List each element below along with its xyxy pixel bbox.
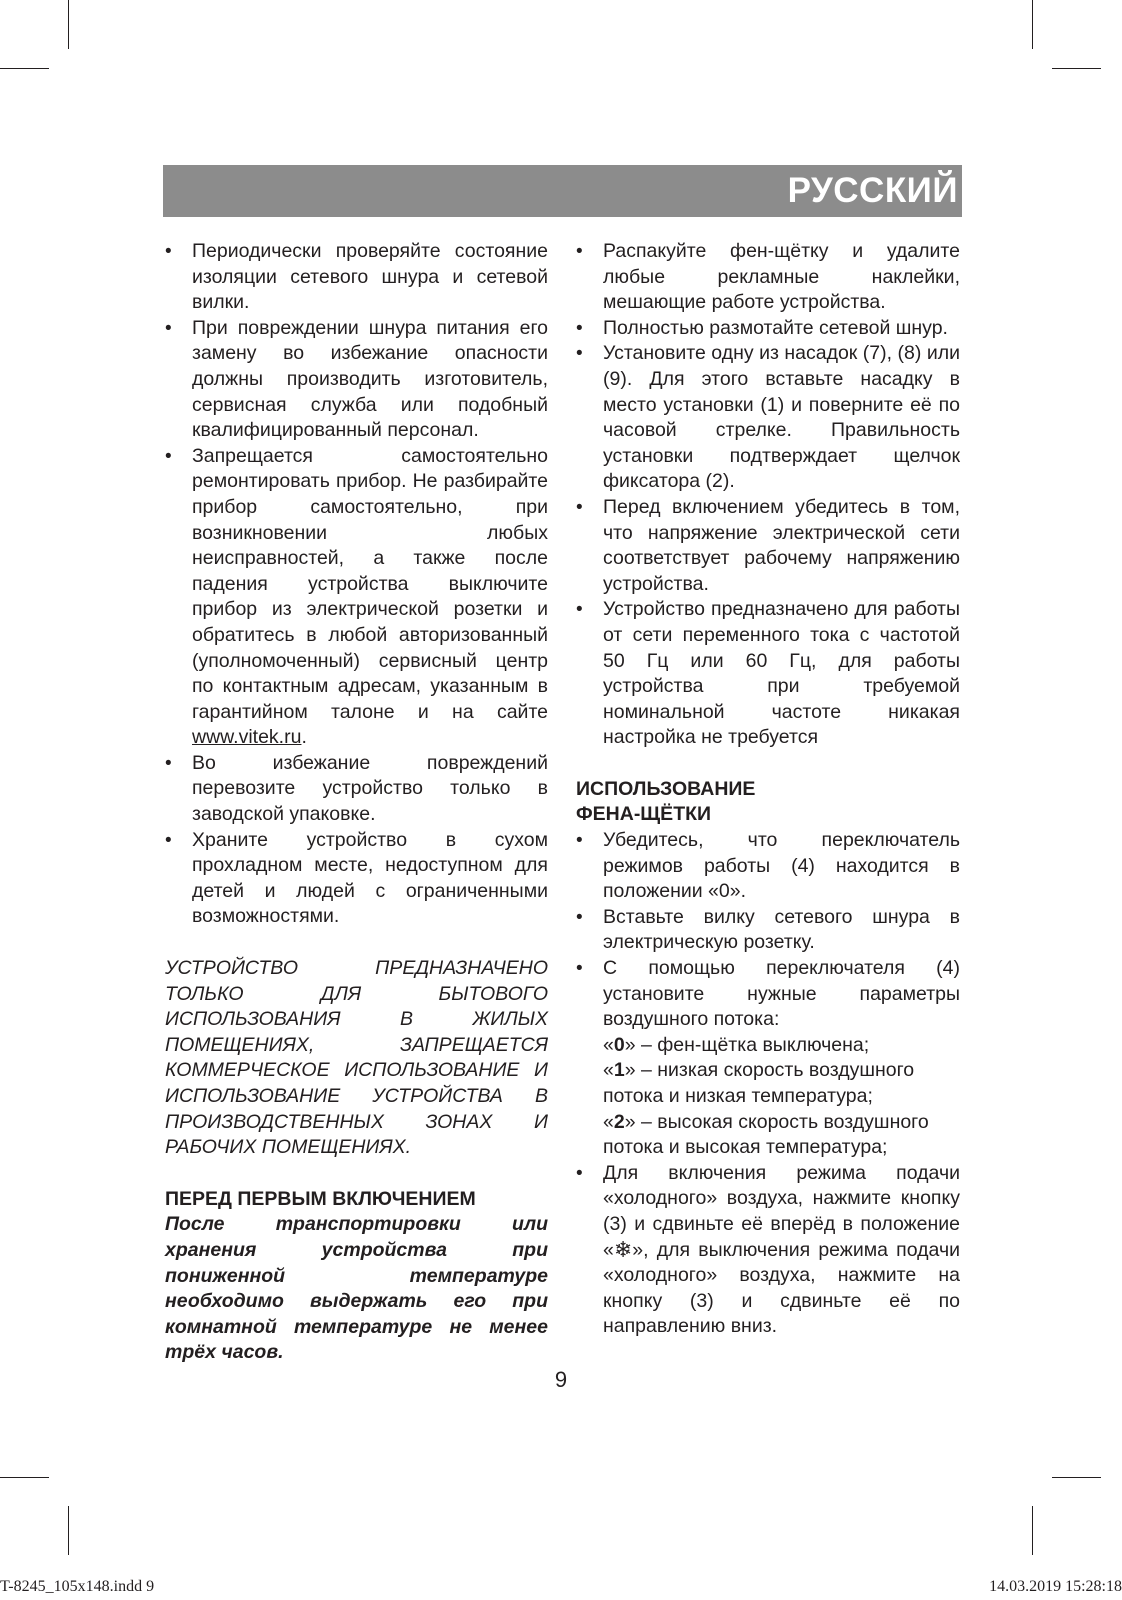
- mode-text: – высокая скорость воздушного потока и высокая температура;: [603, 1110, 929, 1159]
- list-item: [576, 1161, 960, 1340]
- snowflake-icon: ❄: [613, 1236, 633, 1262]
- language-label: РУССКИЙ: [787, 171, 958, 210]
- usage-title: ИСПОЛЬЗОВАНИЕ: [576, 777, 756, 800]
- crop-mark: [68, 1506, 69, 1555]
- mode-key: 1: [613, 1059, 625, 1082]
- file-slug: T-8245_105x148.indd 9: [0, 1578, 155, 1595]
- list-item: • При повреждении шнура питания его замену во избежание опасности должны производить изготовитель, сервисная служба или подобный квалифицированный персонал.: [165, 316, 548, 444]
- mode-key: 2: [613, 1110, 625, 1133]
- list-item: • Во избежание повреждений перевозите устройство только в заводской упаковке.: [165, 751, 548, 828]
- list-item: • Полностью размотайте сетевой шнур.: [576, 316, 960, 342]
- list-item: • Распакуйте фен-щётку и удалите любые рекламные наклейки, мешающие работе устройства.: [576, 239, 960, 316]
- mode-line: «2» – высокая скорость воздушного потока и высокая температура;: [603, 1110, 929, 1159]
- crop-mark: [1052, 68, 1101, 69]
- cold-air-list: [576, 1161, 960, 1340]
- mode-key: 0: [613, 1033, 625, 1056]
- cold-air-text-before: Для включения режима подачи «холодного» воздуха, нажмите кнопку (3) и сдвиньте её вперёд в положение «: [603, 1161, 960, 1261]
- mode-text: – фен-щётка выключена;: [635, 1033, 870, 1056]
- list-item: • Установите одну из насадок (7), (8) или (9). Для этого вставьте насадку в место установки (1) и поверните её по часовой стрелке. Правильность установки подтверждает щелчок фиксатора (2).: [576, 341, 960, 495]
- mode-line: «1» – низкая скорость воздушного потока и низкая температура;: [603, 1059, 915, 1107]
- list-item: • С помощью переключателя (4) установите нужные параметры воздушного потока:: [576, 956, 960, 1033]
- mode-text: – низкая скорость воздушного потока и низкая температура;: [603, 1059, 915, 1107]
- before-first-use-text: После транспортировки или хранения устройства при пониженной температуре необходимо выдержать его при комнатной температуре не менее трёх часов.: [165, 1213, 548, 1364]
- list-item-text: Запрещается самостоятельно ремонтировать прибор. Не разбирайте прибор самостоятельно, при возникновении любых неисправностей, а также после падения устройства выключите прибор из электрической розетки и обратитесь в любой авторизованный (уполномоченный) сервисный центр по контактным адресам, указанным в гарантийном талоне и на сайте: [192, 444, 548, 723]
- page-number: 9: [554, 1367, 568, 1392]
- crop-mark: [1032, 0, 1033, 49]
- mode-line: «0» – фен-щётка выключена;: [603, 1033, 870, 1056]
- cold-air-text-after: », для выключения режима подачи «холодного» воздуха, нажмите на кнопку (3) и сдвиньте её по направлению вниз.: [603, 1238, 960, 1338]
- crop-mark: [0, 1477, 49, 1478]
- list-item: • Периодически проверяйте состояние изоляции сетевого шнура и сетевой вилки.: [165, 239, 548, 316]
- list-item: • Перед включением убедитесь в том, что напряжение электрической сети соответствует рабочему напряжению устройства.: [576, 495, 960, 597]
- crop-mark: [1052, 1477, 1101, 1478]
- usage-title-line2: ФЕНА-ЩЁТКИ: [576, 803, 712, 826]
- list-item: • Устройство предназначено для работы от сети переменного тока с частотой 50 Гц или 60 Гц, для работы устройства при требуемой номинальной частоте никакая настройка не требуется: [576, 597, 960, 751]
- date-slug: 14.03.2019 15:28:18: [989, 1578, 1122, 1595]
- list-item: • Убедитесь, что переключатель режимов работы (4) находится в положении «0».: [576, 828, 960, 905]
- list-item: [165, 444, 548, 751]
- list-item: • Вставьте вилку сетевого шнура в электрическую розетку.: [576, 905, 960, 956]
- link-suffix: .: [301, 726, 307, 749]
- before-first-use-title: ПЕРЕД ПЕРВЫМ ВКЛЮЧЕНИЕМ: [165, 1187, 476, 1210]
- safety-list: [165, 239, 548, 930]
- right-column: [576, 239, 960, 1340]
- list-item: • Храните устройство в сухом прохладном месте, недоступном для детей и людей с ограниченными возможностями.: [165, 828, 548, 930]
- website-link[interactable]: www.vitek.ru: [192, 726, 302, 749]
- crop-mark: [68, 0, 69, 49]
- crop-mark: [0, 68, 49, 69]
- crop-mark: [1032, 1506, 1033, 1555]
- household-use-warning: УСТРОЙСТВО ПРЕДНАЗНАЧЕНО ТОЛЬКО ДЛЯ БЫТОВОГО ИСПОЛЬЗОВАНИЯ В ЖИЛЫХ ПОМЕЩЕНИЯХ, ЗАПРЕЩАЕТСЯ КОММЕРЧЕСКОЕ ИСПОЛЬЗОВАНИЕ И ИСПОЛЬЗОВАНИЕ УСТРОЙСТВА В ПРОИЗВОДСТВЕННЫХ ЗОНАХ И РАБОЧИХ ПОМЕЩЕНИЯХ.: [165, 957, 548, 1159]
- language-header-bar: [163, 165, 962, 217]
- usage-list: [576, 828, 960, 1033]
- preparation-list: [576, 239, 960, 751]
- left-column: [165, 239, 548, 1366]
